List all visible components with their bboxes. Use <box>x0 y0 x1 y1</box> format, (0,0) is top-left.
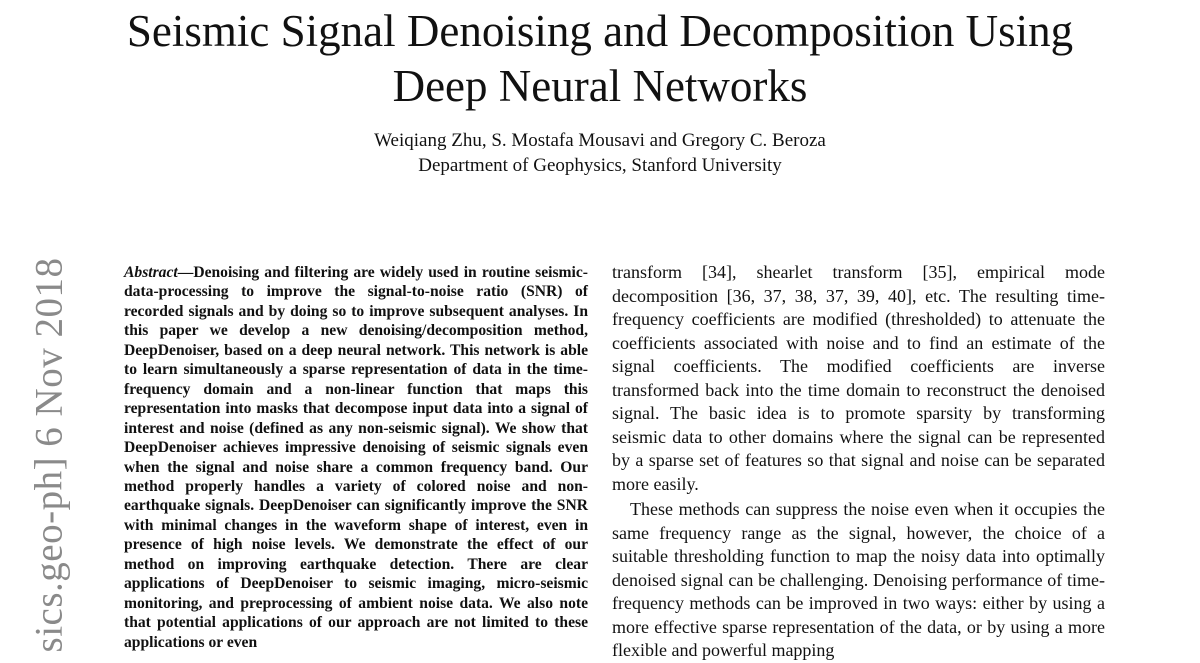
abstract-dash: — <box>177 264 194 281</box>
author-affiliation: Department of Geophysics, Stanford University <box>418 155 782 176</box>
body-paragraph-2: These methods can suppress the noise even when it occupies the same frequency range as the signal, however, the choice of a suitable thresholding function to map the noisy data into optimally denoised signal can be challenging. Denoising performance of time-frequency methods can be improved in two ways: either by using a more effective sparse representation of the data, or by using a more flexible and powerful mapping <box>612 499 1105 660</box>
arxiv-identifier-stamp: sics.geo-ph] 6 Nov 2018 <box>27 257 71 653</box>
abstract-heading: Abstract <box>124 264 178 281</box>
author-names: Weiqiang Zhu, S. Mostafa Mousavi and Gregory C. Beroza <box>374 130 826 151</box>
paper-title-line-1: Seismic Signal Denoising and Decomposition Using <box>126 6 1074 56</box>
body-column-right <box>612 261 1105 663</box>
paper-title <box>0 4 1200 114</box>
abstract <box>124 263 588 652</box>
author-block <box>0 128 1200 178</box>
paper-title-line-2: Deep Neural Networks <box>392 61 808 111</box>
abstract-text: Denoising and filtering are widely used in routine seismic-data-processing to improve the signal-to-noise ratio (SNR) of recorded signals and by doing so to improve subsequent analyses. In this paper we develop a new denoising/decomposition method, DeepDenoiser, based on a deep neural network. This network is able to learn simultaneously a sparse representation of data in the time-frequency domain and a non-linear function that maps this representation into masks that decompose input data into a signal of interest and noise (defined as any non-seismic signal). We show that DeepDenoiser achieves impressive denoising of seismic signals even when the signal and noise share a common frequency band. Our method properly handles a variety of colored noise and non-earthquake signals. DeepDenoiser can significantly improve the SNR with minimal changes in the waveform shape of interest, even in presence of high noise levels. We demonstrate the effect of our method on improving earthquake detection. There are clear applications of DeepDenoiser to seismic imaging, micro-seismic monitoring, and preprocessing of ambient noise data. We also note that potential applications of our approach are not limited to these applications or even <box>124 264 588 651</box>
body-paragraph-1: transform [34], shearlet transform [35], empirical mode decomposition [36, 37, 38, 37, 39, 40], etc. The resulting time-frequency coefficients are modified (thresholded) to attenuate the coefficients associated with noise and to find an estimate of the signal coefficients. The modified coefficients are inverse transformed back into the time domain to reconstruct the denoised signal. The basic idea is to promote sparsity by transforming seismic data to other domains where the signal can be represented by a sparse set of features so that signal and noise can be separated more easily. <box>612 262 1105 494</box>
